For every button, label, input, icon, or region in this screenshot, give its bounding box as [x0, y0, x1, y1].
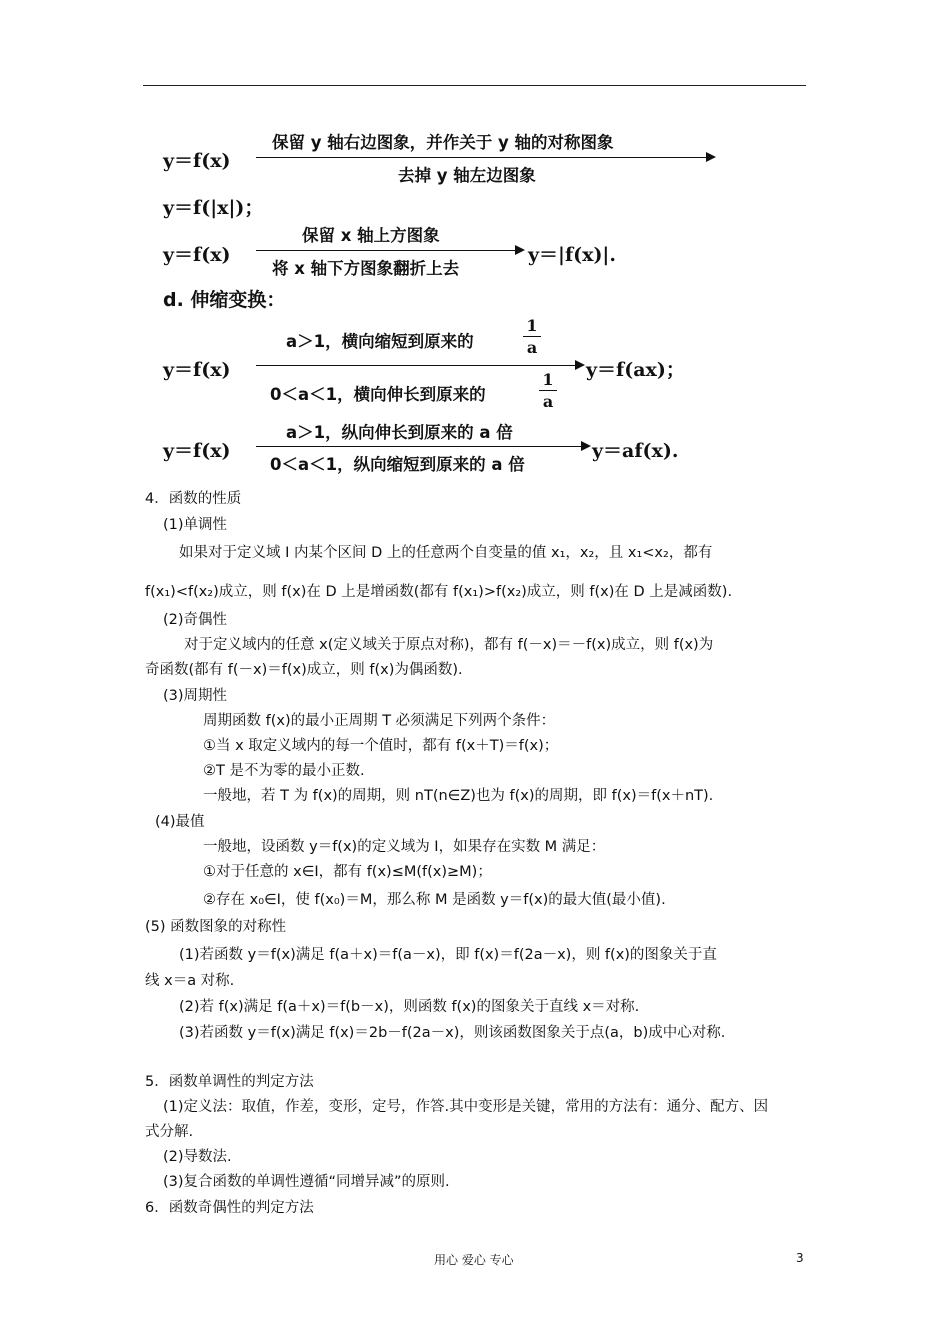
s4-3-para-1: 周期函数 f(x)的最小正周期 T 必须满足下列两个条件： — [203, 713, 556, 729]
section-4-heading: 4．函数的性质 — [145, 491, 242, 507]
abs-f-bottom-label: 将 x 轴下方图象翻折上去 — [272, 259, 460, 278]
h-top-fraction — [523, 316, 541, 357]
header-rule — [143, 85, 806, 86]
h-stretch-left-expr: y＝f(x) — [163, 359, 231, 381]
s4-3-para-2: ①当 x 取定义域内的每一个值时，都有 f(x＋T)＝f(x)； — [203, 738, 559, 754]
v-stretch-result: y＝af(x). — [592, 440, 679, 462]
s4-4-heading: (4)最值 — [155, 814, 205, 830]
s4-3-para-4: 一般地，若 T 为 f(x)的周期，则 nT(n∈Z)也为 f(x)的周期，即 f(x)＝f(x＋nT). — [203, 788, 714, 804]
abs-f-left-expr: y＝f(x) — [163, 244, 231, 266]
arrowhead-icon — [581, 441, 591, 451]
section-5-heading: 5．函数单调性的判定方法 — [145, 1074, 314, 1090]
section-6-heading: 6．函数奇偶性的判定方法 — [145, 1200, 314, 1216]
s4-4-para-1: 一般地，设函数 y＝f(x)的定义域为 I，如果存在实数 M 满足： — [203, 839, 606, 855]
s5-para-3: (2)导数法. — [163, 1149, 232, 1165]
s4-2-para-2: 奇函数(都有 f(－x)＝f(x)成立，则 f(x)为偶函数). — [145, 662, 463, 678]
h-stretch-arrow — [256, 365, 583, 366]
s4-2-para-1: 对于定义域内的任意 x(定义域关于原点对称)，都有 f(－x)＝－f(x)成立，则 f(x)为 — [184, 637, 714, 653]
arrowhead-icon — [706, 152, 716, 162]
fraction-bar — [539, 390, 557, 391]
arrowhead-icon — [515, 245, 525, 255]
v-stretch-top-label: a＞1，纵向伸长到原来的 a 倍 — [286, 423, 513, 442]
fraction-denominator: a — [542, 392, 554, 411]
s4-5-para-2: 线 x＝a 对称. — [145, 973, 235, 989]
abs-x-result: y＝f(|x|)； — [163, 197, 264, 219]
fraction-bar — [523, 336, 541, 337]
s4-5-para-1: (1)若函数 y＝f(x)满足 f(a＋x)＝f(a－x)，即 f(x)＝f(2a－x)，则 f(x)的图象关于直 — [179, 947, 717, 963]
s4-1-para-2: f(x₁)<f(x₂)成立，则 f(x)在 D 上是增函数(都有 f(x₁)>f(x₂)成立，则 f(x)在 D 上是减函数). — [145, 584, 733, 600]
s4-3-para-3: ②T 是不为零的最小正数. — [203, 763, 365, 779]
fraction-numerator: 1 — [542, 370, 554, 389]
s4-5-heading: (5) 函数图象的对称性 — [145, 919, 287, 935]
h-stretch-result: y＝f(ax)； — [586, 359, 685, 381]
v-stretch-arrow — [256, 446, 589, 447]
s4-4-para-2: ①对于任意的 x∈I，都有 f(x)≤M(f(x)≥M)； — [203, 864, 492, 880]
v-stretch-left-expr: y＝f(x) — [163, 440, 231, 462]
s4-1-para-1: 如果对于定义域 I 内某个区间 D 上的任意两个自变量的值 x₁，x₂，且 x₁<x₂，都有 — [179, 545, 713, 561]
footer-text: 用心 爱心 专心 — [434, 1253, 514, 1267]
page-number: 3 — [796, 1251, 804, 1265]
v-stretch-bottom-label: 0＜a＜1，纵向缩短到原来的 a 倍 — [270, 455, 525, 474]
h-stretch-top-label: a＞1，横向缩短到原来的 — [286, 332, 474, 351]
s5-para-1: (1)定义法：取值，作差，变形，定号，作答.其中变形是关键，常用的方法有：通分、配方、因 — [163, 1099, 769, 1115]
fraction-numerator: 1 — [526, 316, 538, 335]
s4-4-para-3: ②存在 x₀∈I，使 f(x₀)＝M，那么称 M 是函数 y＝f(x)的最大值(最小值). — [203, 892, 666, 908]
s5-para-4: (3)复合函数的单调性遵循“同增异减”的原则. — [163, 1174, 450, 1190]
s4-3-heading: (3)周期性 — [163, 688, 228, 704]
abs-x-left-expr: y＝f(x) — [163, 150, 231, 172]
abs-f-result: y＝|f(x)|. — [528, 244, 616, 266]
abs-x-arrow — [256, 157, 714, 158]
h-stretch-bottom-label: 0＜a＜1，横向伸长到原来的 — [270, 385, 486, 404]
arrowhead-icon — [575, 360, 585, 370]
s4-5-para-3: (2)若 f(x)满足 f(a＋x)＝f(b－x)，则函数 f(x)的图象关于直线 x＝对称. — [179, 999, 640, 1015]
abs-f-top-label: 保留 x 轴上方图象 — [302, 226, 440, 245]
stretch-heading: d. 伸缩变换： — [163, 289, 286, 311]
s4-5-para-4: (3)若函数 y＝f(x)满足 f(x)＝2b－f(2a－x)，则该函数图象关于点(a，b)成中心对称. — [179, 1025, 726, 1041]
abs-f-arrow — [256, 250, 523, 251]
h-bottom-fraction — [539, 370, 557, 411]
abs-x-top-label: 保留 y 轴右边图象，并作关于 y 轴的对称图象 — [272, 133, 614, 152]
s4-2-heading: (2)奇偶性 — [163, 612, 228, 628]
abs-x-bottom-label: 去掉 y 轴左边图象 — [398, 166, 536, 185]
fraction-denominator: a — [526, 338, 538, 357]
s5-para-2: 式分解. — [145, 1124, 194, 1140]
s4-1-heading: (1)单调性 — [163, 517, 228, 533]
